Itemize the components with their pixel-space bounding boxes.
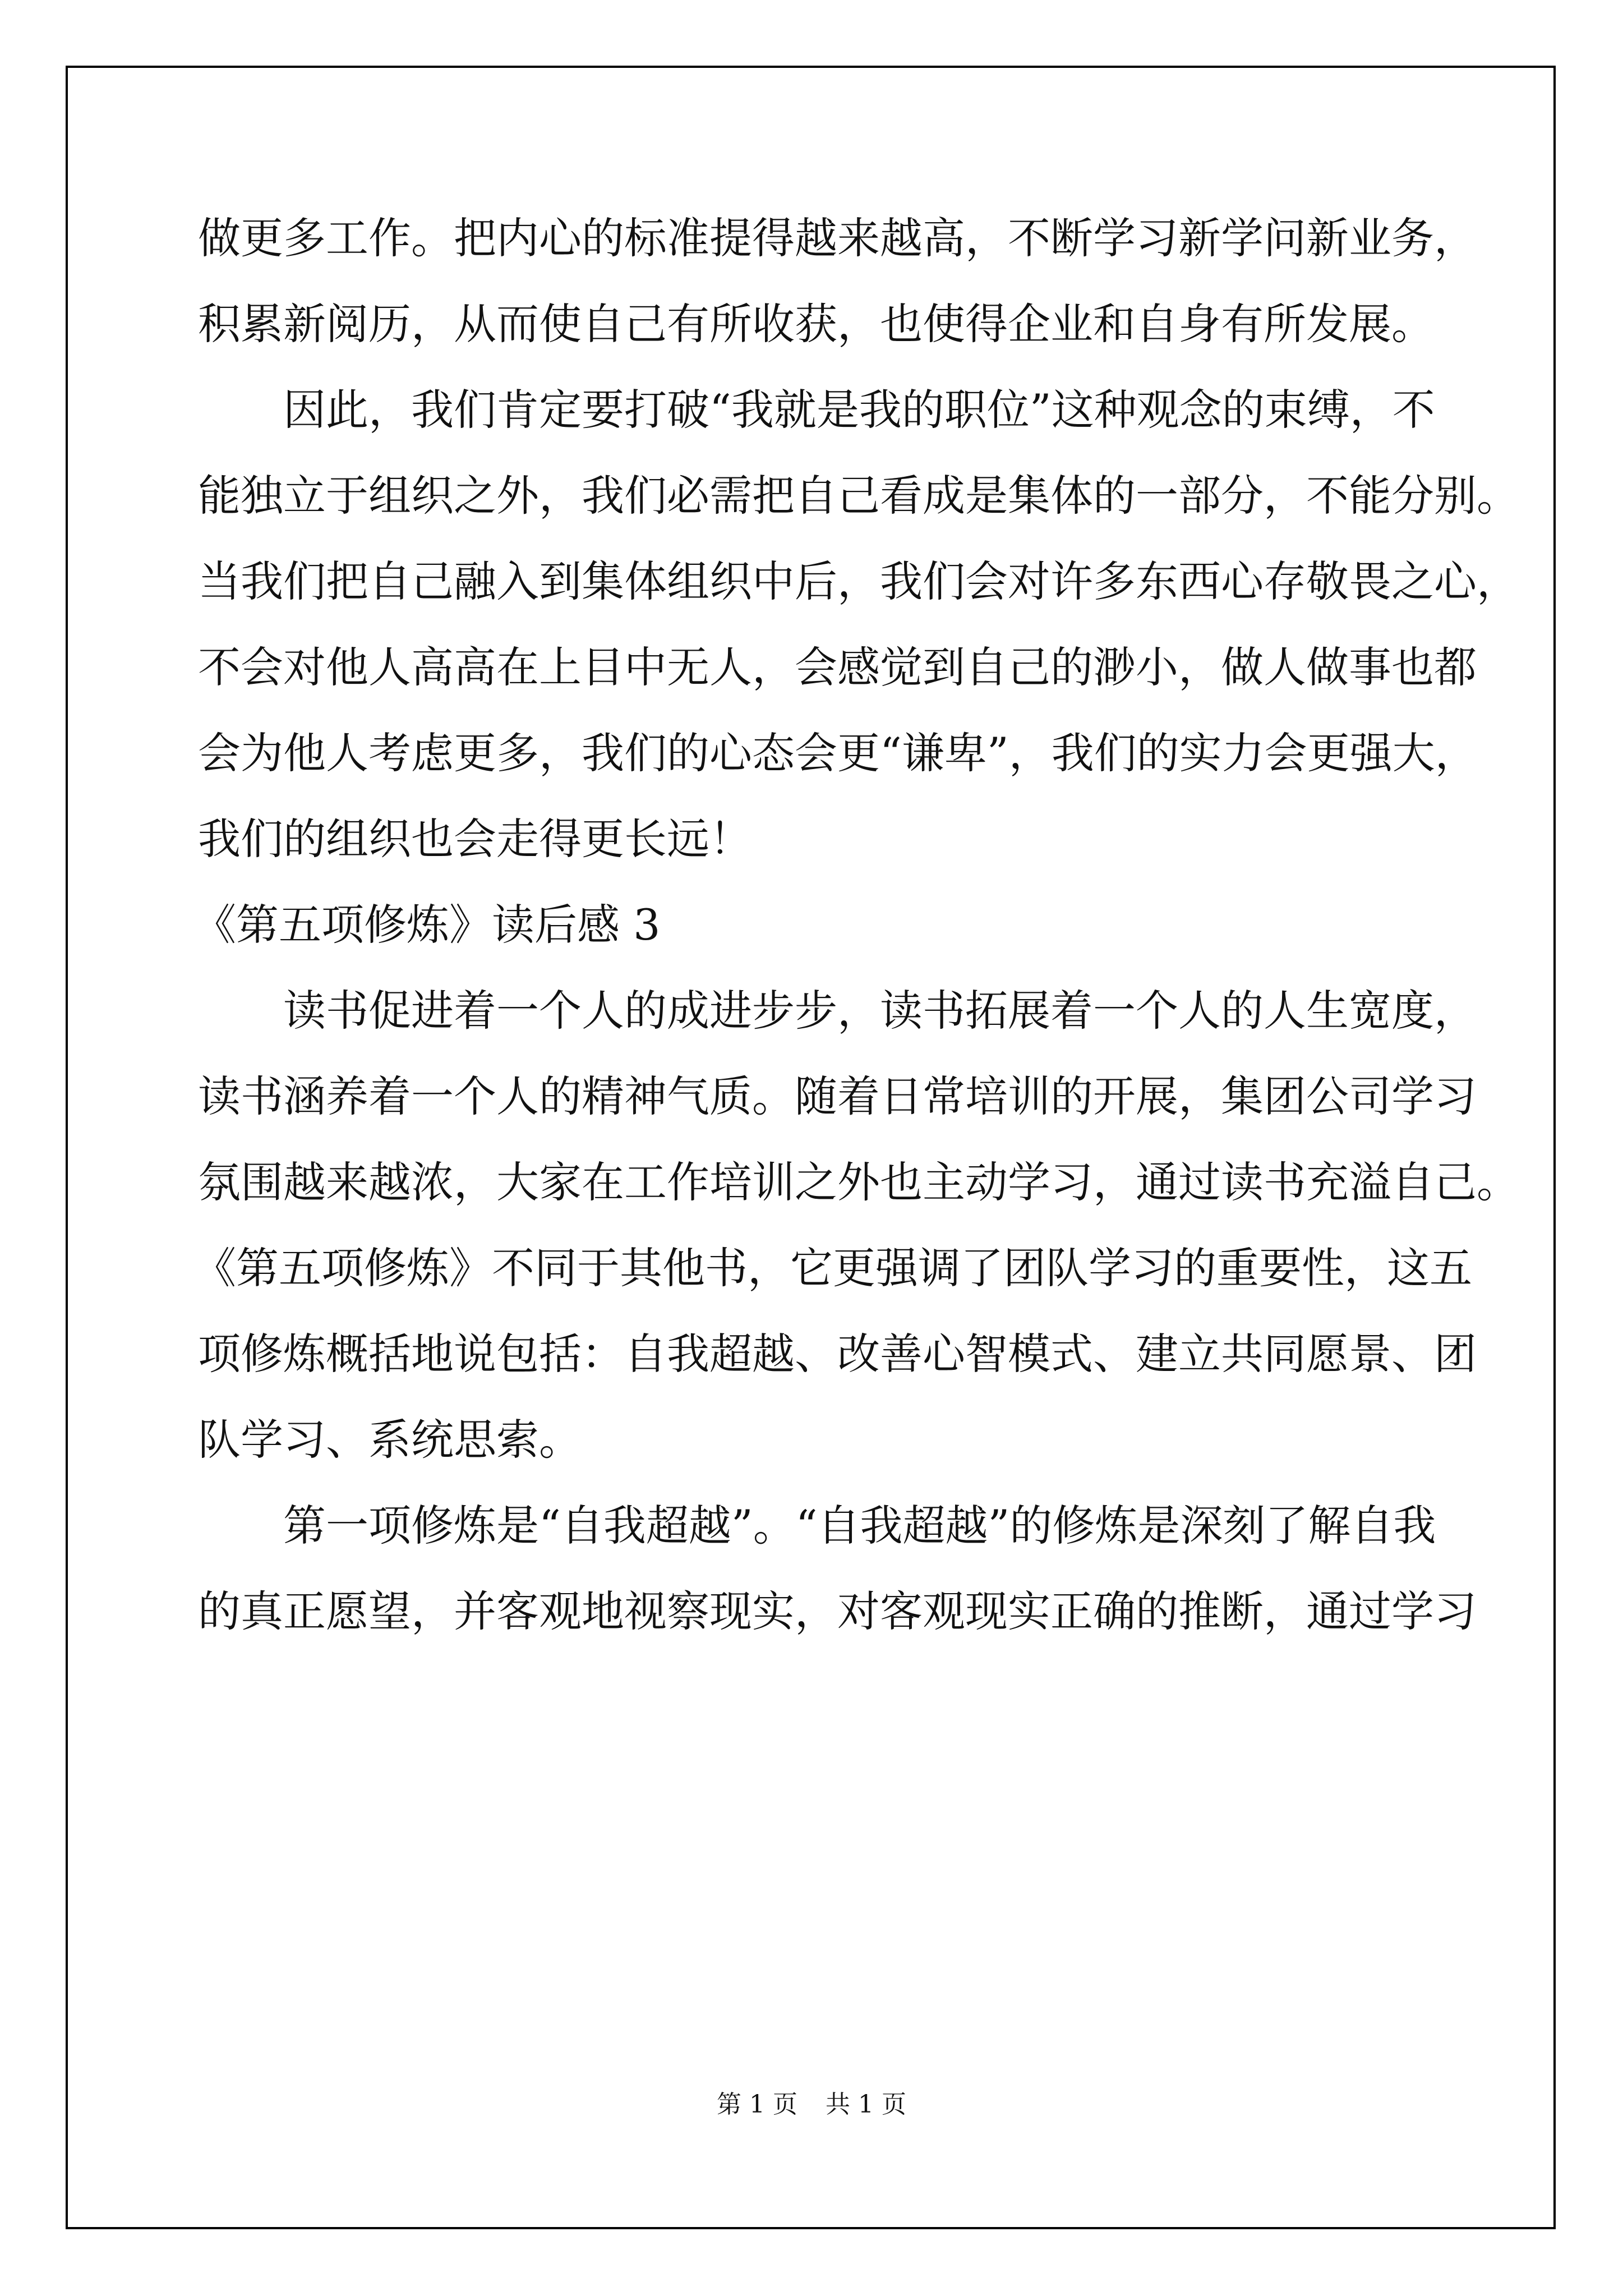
text-line: 做更多工作。把内心的标准提得越来越高，不断学习新学问新业务，: [198, 213, 1477, 263]
text-line: 能独立于组织之外，我们必需把自己看成是集体的一部分，不能分别。: [198, 471, 1519, 521]
text-line: 《第五项修炼》不同于其他书，它更强调了团队学习的重要性，这五: [193, 1243, 1472, 1293]
text-line: 的真正愿望，并客观地视察现实，对客观现实正确的推断，通过学习: [198, 1586, 1477, 1636]
text-line: 队学习、系统思索。: [198, 1415, 582, 1465]
paragraph-start: 读书促进着一个人的成进步步，读书拓展着一个人的人生宽度，: [283, 986, 1477, 1036]
page-total: 共 1 页: [826, 2090, 906, 2119]
text-line: 读书涵养着一个人的精神气质。随着日常培训的开展，集团公司学习: [198, 1071, 1477, 1121]
text-line: 会为他人考虑更多，我们的心态会更“谦卑”，我们的实力会更强大，: [198, 728, 1478, 778]
page-footer: [0, 2084, 1623, 2120]
document-body: [193, 195, 1519, 1654]
text-line: 氛围越来越浓，大家在工作培训之外也主动学习，通过读书充溢自己。: [198, 1157, 1519, 1207]
text-line: 项修炼概括地说包括：自我超越、改善心智模式、建立共同愿景、团: [198, 1329, 1477, 1379]
paragraph-start: 因此，我们肯定要打破“我就是我的职位”这种观念的束缚，不: [283, 385, 1435, 435]
text-line: 我们的组织也会走得更长远！: [198, 814, 752, 864]
page-number: 第 1 页: [717, 2090, 797, 2119]
section-title: 《第五项修炼》读后感 3: [193, 900, 661, 950]
text-line: 积累新阅历，从而使自己有所收获，也使得企业和自身有所发展。: [198, 299, 1434, 349]
paragraph-start: 第一项修炼是“自我超越”。“自我超越”的修炼是深刻了解自我: [283, 1501, 1436, 1550]
text-line: 不会对他人高高在上目中无人，会感觉到自己的渺小，做人做事也都: [198, 642, 1477, 692]
text-line: 当我们把自己融入到集体组织中后，我们会对许多东西心存敬畏之心，: [198, 556, 1519, 606]
